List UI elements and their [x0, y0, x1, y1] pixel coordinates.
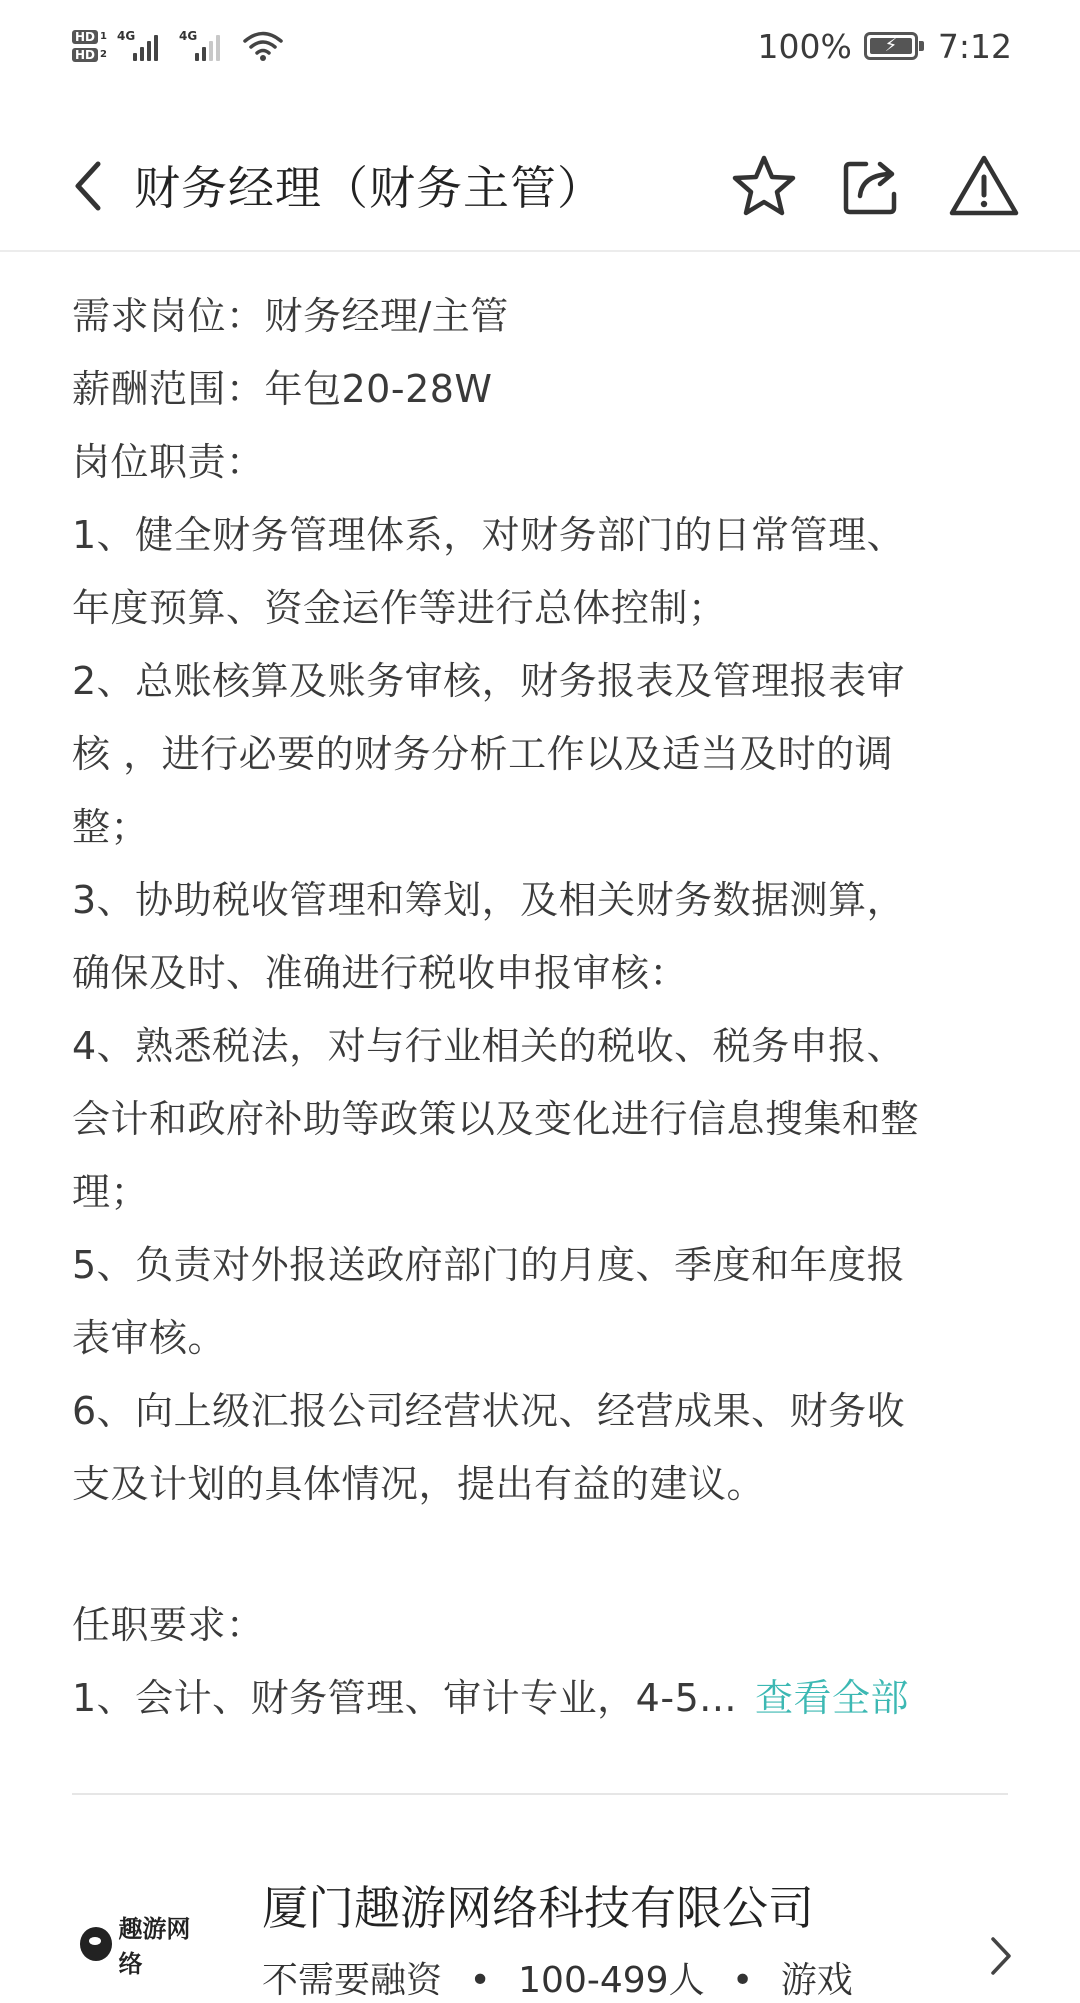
- status-bar: [0, 0, 1080, 92]
- company-card[interactable]: [0, 1860, 1080, 2001]
- company-size: 100-499人: [518, 1960, 705, 2001]
- sim1-index: 1: [100, 31, 107, 42]
- company-funding: 不需要融资: [262, 1960, 443, 2001]
- sim-indicators: [72, 30, 107, 62]
- job-line: 会计和政府补助等政策以及变化进行信息搜集和整: [72, 1097, 920, 1141]
- page-title: 财务经理（财务主管）: [134, 161, 604, 215]
- job-line: 核 ，进行必要的财务分析工作以及适当及时的调: [72, 732, 894, 776]
- job-line: 年度预算、资金运作等进行总体控制；: [72, 586, 727, 630]
- sim1-hd-label: HD: [72, 30, 98, 44]
- sim2-index: 2: [100, 49, 107, 60]
- sim1-indicator: [72, 30, 107, 44]
- status-right: [758, 27, 1012, 66]
- job-line: 4、熟悉税法，对与行业相关的税收、税务申报、: [72, 1024, 906, 1068]
- meta-separator: •: [732, 1960, 754, 2001]
- wifi-icon: [243, 30, 283, 62]
- report-button[interactable]: [944, 146, 1024, 226]
- app-header: [0, 120, 1080, 252]
- job-line: 5、负责对外报送政府部门的月度、季度和年度报: [72, 1243, 906, 1287]
- job-line-duties-label: 岗位职责：: [72, 440, 265, 484]
- view-all-link[interactable]: 查看全部: [754, 1676, 909, 1720]
- network1-label: 4G: [116, 29, 136, 43]
- back-icon: [72, 160, 104, 212]
- status-left: [72, 29, 283, 63]
- job-line: 2、总账核算及账务审核，财务报表及管理报表审: [72, 659, 906, 703]
- job-description: [72, 280, 1012, 1735]
- company-chevron[interactable]: [986, 1932, 1016, 1980]
- requirements-preview: 1、会计、财务管理、审计专业，4-5...: [72, 1676, 737, 1720]
- clock: 7:12: [937, 26, 1012, 66]
- signal-icon-2: [179, 29, 231, 63]
- battery-icon: ⚡: [864, 32, 918, 60]
- star-icon: [731, 153, 797, 219]
- job-line: 6、向上级汇报公司经营状况、经营成果、财务收: [72, 1389, 906, 1433]
- job-line: 整；: [72, 805, 150, 849]
- company-logo: [80, 1915, 210, 1978]
- company-meta: [262, 1952, 853, 2003]
- favorite-button[interactable]: [724, 146, 804, 226]
- job-line: 确保及时、准确进行税收申报审核：: [72, 951, 689, 995]
- share-button[interactable]: [832, 146, 912, 226]
- sim2-hd-label: HD: [72, 48, 98, 62]
- company-logo-text: 趣游网络: [118, 1915, 191, 1978]
- signal-icon-1: [117, 29, 169, 63]
- network2-label: 4G: [178, 29, 198, 43]
- job-line: 理；: [72, 1170, 150, 1214]
- back-button[interactable]: [60, 150, 116, 222]
- company-name: 厦门趣游网络科技有限公司: [262, 1881, 814, 1935]
- company-industry: 游戏: [780, 1960, 853, 2001]
- job-line: 支及计划的具体情况，提出有益的建议。: [72, 1462, 766, 1506]
- company-logo-mark: [80, 1927, 112, 1961]
- requirements-preview-row: [72, 1662, 1012, 1735]
- job-line: 1、健全财务管理体系，对财务部门的日常管理、: [72, 513, 906, 557]
- share-icon: [840, 154, 904, 218]
- section-divider: [72, 1793, 1008, 1795]
- warning-icon: [948, 153, 1020, 219]
- meta-separator: •: [469, 1960, 491, 2001]
- job-line-salary: 薪酬范围：年包20-28W: [72, 367, 493, 411]
- chevron-right-icon: [990, 1936, 1012, 1976]
- battery-percent: 100%: [757, 26, 852, 66]
- requirements-label: 任职要求：: [72, 1603, 265, 1647]
- job-line-position: 需求岗位：财务经理/主管: [72, 294, 509, 338]
- sim2-indicator: [72, 48, 107, 62]
- job-line: 表审核。: [72, 1316, 227, 1360]
- job-line: 3、协助税收管理和筹划，及相关财务数据测算，: [72, 878, 906, 922]
